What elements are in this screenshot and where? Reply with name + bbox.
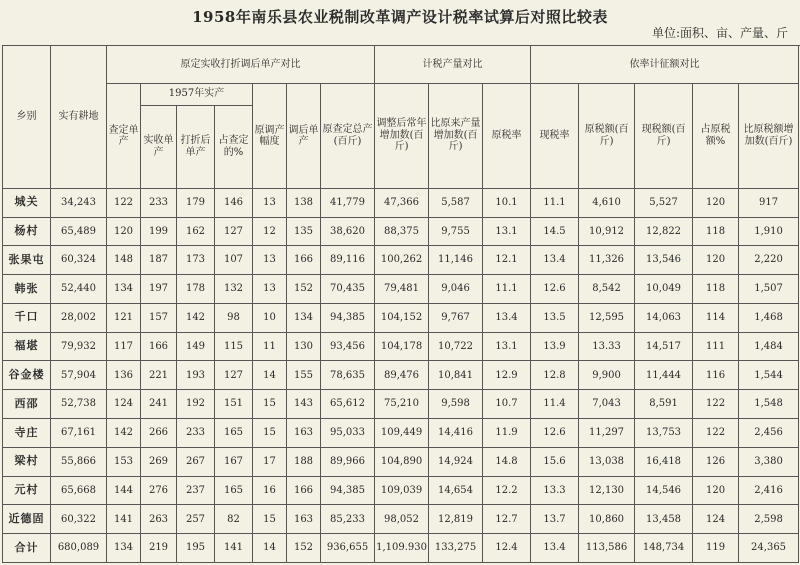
comparison-table (2, 45, 799, 563)
table-cell: 165 (215, 419, 253, 448)
table-cell: 85,233 (321, 505, 375, 534)
table-cell: 13,753 (635, 419, 693, 448)
row-xiang-name: 张果屯 (3, 246, 51, 275)
table-cell: 266 (141, 419, 177, 448)
table-cell: 98 (215, 303, 253, 332)
table-cell: 163 (287, 419, 321, 448)
header-tiaozheng: 调整后常年增加数(百斤) (375, 83, 429, 188)
table-cell: 1,507 (739, 275, 799, 304)
table-cell: 178 (177, 275, 215, 304)
header-shishou: 实收单产 (141, 105, 177, 188)
table-cell: 8,542 (579, 275, 635, 304)
table-cell: 124 (693, 505, 739, 534)
table-cell: 162 (177, 217, 215, 246)
row-xiang-name: 谷金楼 (3, 361, 51, 390)
table-cell: 104,178 (375, 332, 429, 361)
table-cell: 47,366 (375, 188, 429, 217)
table-cell: 10.7 (483, 390, 531, 419)
table-cell: 167 (215, 447, 253, 476)
table-cell: 10 (253, 303, 287, 332)
table-cell: 12.4 (483, 534, 531, 563)
table-cell: 166 (287, 476, 321, 505)
table-cell: 195 (177, 534, 215, 563)
table-cell: 10,912 (579, 217, 635, 246)
table-cell: 14.8 (483, 447, 531, 476)
table-cell: 82 (215, 505, 253, 534)
table-cell: 15.6 (531, 447, 579, 476)
table-row (3, 447, 799, 476)
table-cell: 100,262 (375, 246, 429, 275)
table-cell: 95,033 (321, 419, 375, 448)
table-cell: 17 (253, 447, 287, 476)
table-cell: 11.1 (483, 275, 531, 304)
table-cell: 104,890 (375, 447, 429, 476)
table-cell: 13.33 (579, 332, 635, 361)
row-xiang-name: 元村 (3, 476, 51, 505)
table-cell: 11 (253, 332, 287, 361)
row-xiang-name: 寺庄 (3, 419, 51, 448)
table-cell: 120 (693, 188, 739, 217)
table-cell: 14,546 (635, 476, 693, 505)
table-cell: 16,418 (635, 447, 693, 476)
table-cell: 132 (215, 275, 253, 304)
table-cell: 13,546 (635, 246, 693, 275)
table-cell: 8,591 (635, 390, 693, 419)
table-cell: 109,039 (375, 476, 429, 505)
table-cell: 269 (141, 447, 177, 476)
table-cell: 193 (177, 361, 215, 390)
table-cell: 9,755 (429, 217, 483, 246)
table-cell: 9,900 (579, 361, 635, 390)
header-yuanshuilv: 原税率 (483, 83, 531, 188)
table-cell: 13.9 (531, 332, 579, 361)
row-xiang-name: 近德固 (3, 505, 51, 534)
table-cell: 136 (107, 361, 141, 390)
table-cell: 12.8 (531, 361, 579, 390)
table-cell: 52,738 (51, 390, 107, 419)
table-cell: 9,767 (429, 303, 483, 332)
table-cell: 115 (215, 332, 253, 361)
table-cell: 13.7 (531, 505, 579, 534)
table-cell: 14 (253, 361, 287, 390)
table-title: 1958年南乐县农业税制改革调产设计税率试算后对照比较表 (192, 8, 608, 26)
table-cell: 13.5 (531, 303, 579, 332)
table-cell: 78,635 (321, 361, 375, 390)
table-cell: 1,548 (739, 390, 799, 419)
table-cell: 12.2 (483, 476, 531, 505)
header-xiang: 乡别 (3, 46, 51, 189)
table-cell: 5,527 (635, 188, 693, 217)
header-biyuanlai: 比原来产量增加数(百斤) (429, 83, 483, 188)
table-cell: 11.1 (531, 188, 579, 217)
table-cell: 12.1 (483, 246, 531, 275)
table-cell: 12,819 (429, 505, 483, 534)
table-cell: 65,668 (51, 476, 107, 505)
table-cell: 126 (693, 447, 739, 476)
table-row (3, 246, 799, 275)
table-cell: 34,243 (51, 188, 107, 217)
table-cell: 13,458 (635, 505, 693, 534)
table-cell: 124 (107, 390, 141, 419)
table-cell: 98,052 (375, 505, 429, 534)
header-chading: 查定单产 (107, 83, 141, 188)
header-tiaohou: 调后单产 (287, 83, 321, 188)
table-cell: 118 (693, 275, 739, 304)
table-cell: 157 (141, 303, 177, 332)
table-cell: 41,779 (321, 188, 375, 217)
table-cell: 94,385 (321, 476, 375, 505)
table-cell: 233 (141, 188, 177, 217)
table-cell: 79,932 (51, 332, 107, 361)
table-cell: 93,456 (321, 332, 375, 361)
table-cell: 9,598 (429, 390, 483, 419)
table-cell: 151 (215, 390, 253, 419)
table-cell: 2,416 (739, 476, 799, 505)
table-cell: 134 (107, 534, 141, 563)
table-cell: 148,734 (635, 534, 693, 563)
table-cell: 179 (177, 188, 215, 217)
table-cell: 121 (107, 303, 141, 332)
table-cell: 120 (693, 246, 739, 275)
table-cell: 60,324 (51, 246, 107, 275)
table-cell: 13 (253, 246, 287, 275)
row-xiang-name: 西邵 (3, 390, 51, 419)
table-cell: 13 (253, 275, 287, 304)
table-cell: 13.1 (483, 332, 531, 361)
table-cell: 14 (253, 534, 287, 563)
table-cell: 52,440 (51, 275, 107, 304)
row-xiang-name: 千口 (3, 303, 51, 332)
table-cell: 11,146 (429, 246, 483, 275)
table-cell: 127 (215, 217, 253, 246)
header-dazhehou: 打折后单产 (177, 105, 215, 188)
table-cell: 11,326 (579, 246, 635, 275)
header-xianshui: 现税额(百斤) (635, 83, 693, 188)
header-group-jishui: 计税产量对比 (375, 46, 531, 84)
table-cell: 55,866 (51, 447, 107, 476)
table-row (3, 534, 799, 563)
header-zhanchading: 占查定的% (215, 105, 253, 188)
table-cell: 10,841 (429, 361, 483, 390)
table-cell: 122 (693, 390, 739, 419)
table-cell: 13.4 (531, 246, 579, 275)
table-cell: 276 (141, 476, 177, 505)
table-row (3, 505, 799, 534)
table-cell: 133,275 (429, 534, 483, 563)
table-cell: 130 (287, 332, 321, 361)
table-cell: 13.1 (483, 217, 531, 246)
table-cell: 142 (107, 419, 141, 448)
table-cell: 65,612 (321, 390, 375, 419)
table-cell: 57,904 (51, 361, 107, 390)
header-group-zhengshui: 依率计征额对比 (531, 46, 799, 84)
table-cell: 153 (107, 447, 141, 476)
table-cell: 149 (177, 332, 215, 361)
table-cell: 197 (141, 275, 177, 304)
table-cell: 15 (253, 505, 287, 534)
header-xianshuilv: 现税率 (531, 83, 579, 188)
table-cell: 24,365 (739, 534, 799, 563)
table-cell: 1,484 (739, 332, 799, 361)
table-cell: 122 (107, 188, 141, 217)
unit-note: 单位:面积、亩、产量、斤 (651, 26, 788, 40)
table-cell: 10.1 (483, 188, 531, 217)
table-cell: 65,489 (51, 217, 107, 246)
row-xiang-name: 韩张 (3, 275, 51, 304)
table-cell: 11.9 (483, 419, 531, 448)
table-row (3, 303, 799, 332)
table-cell: 10,860 (579, 505, 635, 534)
table-row (3, 390, 799, 419)
table-cell: 14,654 (429, 476, 483, 505)
table-cell: 13.4 (531, 534, 579, 563)
header-yuanchading: 原查定总产(百斤) (321, 83, 375, 188)
table-cell: 14,063 (635, 303, 693, 332)
table-cell: 14,924 (429, 447, 483, 476)
table-cell: 188 (287, 447, 321, 476)
table-cell: 143 (287, 390, 321, 419)
table-cell: 187 (141, 246, 177, 275)
table-cell: 680,089 (51, 534, 107, 563)
table-cell: 134 (107, 275, 141, 304)
table-cell: 13.3 (531, 476, 579, 505)
table-cell: 114 (693, 303, 739, 332)
table-cell: 120 (107, 217, 141, 246)
table-cell: 12.9 (483, 361, 531, 390)
table-cell: 107 (215, 246, 253, 275)
table-cell: 155 (287, 361, 321, 390)
table-cell: 144 (107, 476, 141, 505)
table-cell: 199 (141, 217, 177, 246)
table-cell: 165 (215, 476, 253, 505)
table-cell: 13.4 (483, 303, 531, 332)
row-xiang-name: 梁村 (3, 447, 51, 476)
table-cell: 141 (215, 534, 253, 563)
table-cell: 134 (287, 303, 321, 332)
table-cell: 13,038 (579, 447, 635, 476)
table-cell: 1,468 (739, 303, 799, 332)
table-row (3, 419, 799, 448)
table-cell: 148 (107, 246, 141, 275)
table-cell: 28,002 (51, 303, 107, 332)
table-cell: 4,610 (579, 188, 635, 217)
table-cell: 12.6 (531, 419, 579, 448)
table-cell: 263 (141, 505, 177, 534)
table-cell: 11,444 (635, 361, 693, 390)
table-cell: 88,375 (375, 217, 429, 246)
table-cell: 79,481 (375, 275, 429, 304)
header-yuantiao: 原调产幅度 (253, 83, 287, 188)
table-cell: 936,655 (321, 534, 375, 563)
table-cell: 89,966 (321, 447, 375, 476)
table-cell: 10,049 (635, 275, 693, 304)
table-cell: 16 (253, 476, 287, 505)
table-cell: 75,210 (375, 390, 429, 419)
table-cell: 917 (739, 188, 799, 217)
table-row (3, 217, 799, 246)
header-yuanshui: 原税额(百斤) (579, 83, 635, 188)
table-cell: 1,910 (739, 217, 799, 246)
table-row (3, 361, 799, 390)
table-cell: 11,297 (579, 419, 635, 448)
table-cell: 117 (107, 332, 141, 361)
table-cell: 152 (287, 534, 321, 563)
table-cell: 237 (177, 476, 215, 505)
table-cell: 15 (253, 419, 287, 448)
table-cell: 120 (693, 476, 739, 505)
table-cell: 14.5 (531, 217, 579, 246)
table-cell: 12,595 (579, 303, 635, 332)
table-row (3, 332, 799, 361)
table-cell: 15 (253, 390, 287, 419)
table-cell: 2,456 (739, 419, 799, 448)
table-cell: 138 (287, 188, 321, 217)
table-cell: 122 (693, 419, 739, 448)
table-cell: 233 (177, 419, 215, 448)
header-biyuanshui: 比原税额增加数(百斤) (739, 83, 799, 188)
table-row (3, 275, 799, 304)
table-cell: 166 (141, 332, 177, 361)
table-cell: 1,544 (739, 361, 799, 390)
table-cell: 267 (177, 447, 215, 476)
table-cell: 89,476 (375, 361, 429, 390)
table-cell: 89,116 (321, 246, 375, 275)
row-xiang-name: 福堪 (3, 332, 51, 361)
table-cell: 5,587 (429, 188, 483, 217)
table-cell: 241 (141, 390, 177, 419)
table-cell: 11.4 (531, 390, 579, 419)
table-cell: 221 (141, 361, 177, 390)
table-cell: 152 (287, 275, 321, 304)
table-cell: 1,109.930 (375, 534, 429, 563)
table-cell: 2,220 (739, 246, 799, 275)
table-cell: 12,130 (579, 476, 635, 505)
table-cell: 166 (287, 246, 321, 275)
table-cell: 113,586 (579, 534, 635, 563)
table-cell: 10,722 (429, 332, 483, 361)
table-cell: 14,416 (429, 419, 483, 448)
table-cell: 135 (287, 217, 321, 246)
row-xiang-name: 合计 (3, 534, 51, 563)
table-cell: 146 (215, 188, 253, 217)
table-cell: 173 (177, 246, 215, 275)
table-cell: 12 (253, 217, 287, 246)
table-cell: 60,322 (51, 505, 107, 534)
table-cell: 118 (693, 217, 739, 246)
table-cell: 116 (693, 361, 739, 390)
table-cell: 2,598 (739, 505, 799, 534)
header-1957: 1957年实产 (141, 83, 253, 105)
header-shiyou: 实有耕地 (51, 46, 107, 189)
table-cell: 12,822 (635, 217, 693, 246)
table-cell: 219 (141, 534, 177, 563)
table-cell: 104,152 (375, 303, 429, 332)
table-row (3, 188, 799, 217)
table-cell: 94,385 (321, 303, 375, 332)
table-cell: 119 (693, 534, 739, 563)
table-cell: 109,449 (375, 419, 429, 448)
table-cell: 163 (287, 505, 321, 534)
table-cell: 141 (107, 505, 141, 534)
row-xiang-name: 城关 (3, 188, 51, 217)
table-cell: 13 (253, 188, 287, 217)
table-cell: 142 (177, 303, 215, 332)
table-cell: 38,620 (321, 217, 375, 246)
row-xiang-name: 杨村 (3, 217, 51, 246)
table-cell: 3,380 (739, 447, 799, 476)
table-cell: 192 (177, 390, 215, 419)
table-cell: 257 (177, 505, 215, 534)
table-cell: 67,161 (51, 419, 107, 448)
table-cell: 14,517 (635, 332, 693, 361)
table-row (3, 476, 799, 505)
table-cell: 111 (693, 332, 739, 361)
table-cell: 7,043 (579, 390, 635, 419)
table-cell: 70,435 (321, 275, 375, 304)
header-zhanyuan: 占原税额% (693, 83, 739, 188)
header-group-danchan: 原定实收打折调后单产对比 (107, 46, 375, 84)
table-cell: 127 (215, 361, 253, 390)
table-cell: 12.7 (483, 505, 531, 534)
table-cell: 9,046 (429, 275, 483, 304)
table-cell: 12.6 (531, 275, 579, 304)
